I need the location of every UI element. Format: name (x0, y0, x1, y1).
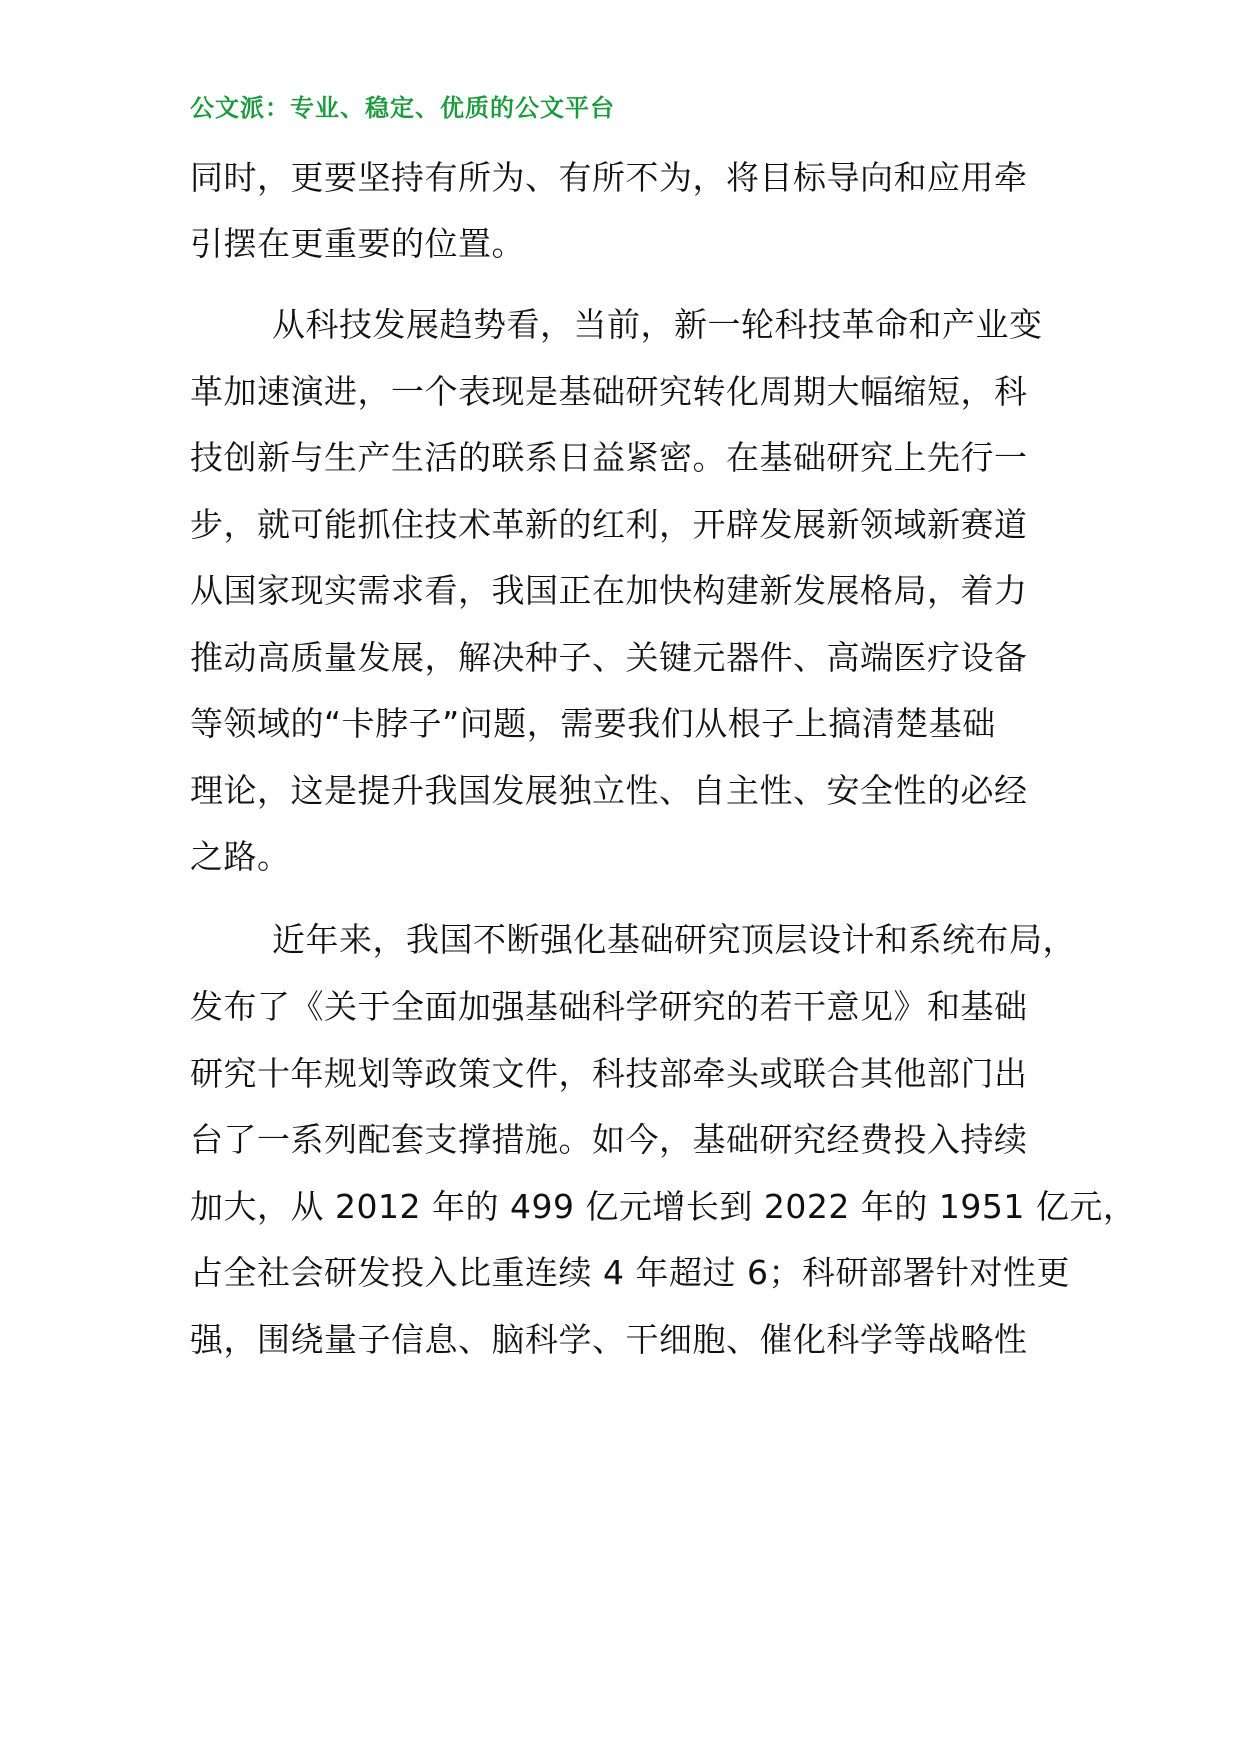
paragraph-line: 研究十年规划等政策文件，科技部牵头或联合其他部门出 (190, 1054, 1028, 1093)
paragraph-line: 技创新与生产生活的联系日益紧密。在基础研究上先行一 (190, 438, 1028, 477)
paragraph-line: 理论，这是提升我国发展独立性、自主性、安全性的必经 (190, 771, 1028, 810)
document-header: 公文派：专业、稳定、优质的公文平台 (190, 94, 615, 122)
paragraph-line: 同时，更要坚持有所为、有所不为，将目标导向和应用牵 (190, 158, 1028, 197)
paragraph-line: 占全社会研发投入比重连续 4 年超过 6；科研部署针对性更 (190, 1253, 1070, 1292)
paragraph-line: 革加速演进，一个表现是基础研究转化周期大幅缩短，科 (190, 372, 1028, 411)
paragraph-line: 步，就可能抓住技术革新的红利，开辟发展新领域新赛道 (190, 505, 1028, 544)
paragraph-line: 发布了《关于全面加强基础科学研究的若干意见》和基础 (190, 987, 1028, 1026)
paragraph-line: 之路。 (190, 837, 291, 876)
paragraph-line: 加大，从 2012 年的 499 亿元增长到 2022 年的 1951 亿元， (190, 1187, 1137, 1226)
paragraph-line: 引摆在更重要的位置。 (190, 224, 525, 263)
paragraph-line: 强，围绕量子信息、脑科学、干细胞、催化科学等战略性 (190, 1320, 1028, 1359)
paragraph-line: 从国家现实需求看，我国正在加快构建新发展格局，着力 (190, 571, 1028, 610)
paragraph-line: 从科技发展趋势看，当前，新一轮科技革命和产业变 (272, 305, 1043, 344)
paragraph-line: 等领域的“卡脖子”问题，需要我们从根子上搞清楚基础 (190, 704, 996, 743)
paragraph-line: 近年来，我国不断强化基础研究顶层设计和系统布局， (272, 920, 1076, 959)
paragraph-line: 推动高质量发展，解决种子、关键元器件、高端医疗设备 (190, 638, 1028, 677)
paragraph-line: 台了一系列配套支撑措施。如今，基础研究经费投入持续 (190, 1120, 1028, 1159)
